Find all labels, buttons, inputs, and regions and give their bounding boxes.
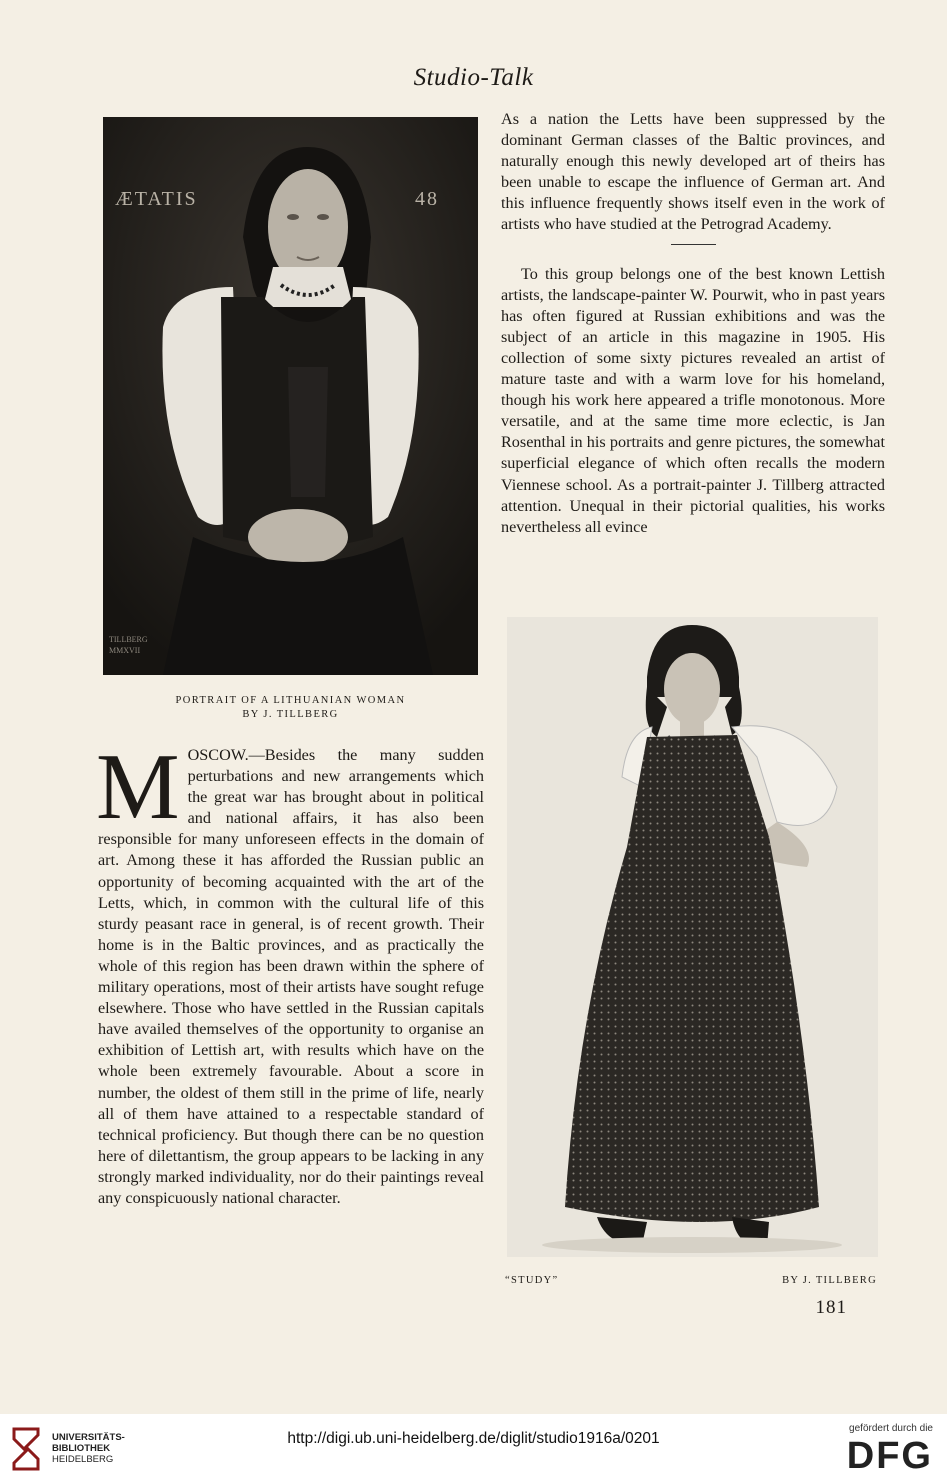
article-moscow bbox=[96, 735, 484, 1209]
caption-portrait-title: PORTRAIT OF A LITHUANIAN WOMAN bbox=[175, 695, 406, 706]
uni-line1: UNIVERSITÄTS- bbox=[52, 1432, 125, 1443]
inscription-right: 48 bbox=[415, 188, 439, 210]
inscription-left: ÆTATIS bbox=[115, 188, 198, 210]
study-image bbox=[507, 617, 878, 1257]
portrait-plate bbox=[103, 117, 478, 675]
portrait-image bbox=[103, 117, 478, 675]
caption-study-artist: BY J. TILLBERG bbox=[782, 1275, 877, 1286]
right-column-text bbox=[501, 109, 885, 538]
paragraph-letts: As a nation the Letts have been suppressed by the dominant German classes of the Baltic provinces, and naturally enough this newly developed art of theirs has been unable to escape the influence of German art. And this influence frequently shows itself even in the work of artists who have studied at the Petrograd Academy. bbox=[501, 110, 885, 234]
dropcap: M bbox=[96, 735, 180, 839]
uni-line2: BIBLIOTHEK bbox=[52, 1443, 111, 1454]
uni-line3: HEIDELBERG bbox=[52, 1454, 114, 1465]
paragraph-moscow: OSCOW.—Besides the many sudden perturbations and new arrangements which the great war has brought about in political and national affairs, it has also been responsible for many unforeseen effects in the domain of art. Among these it has afforded the Russian public an opportunity of becoming acquainted with the art of the Letts, which, in common with the cultural life of this sturdy peasant race in general, is of recent growth. Their home is in the Baltic provinces, and as practically the whole of this region has been drawn within the sphere of military operations, most of their artists have sought refuge elsewhere. Those who have settled in the Russian capitals have availed themselves of the opportunity to organise an exhibition of Lettish art, with results which have on the whole been extremely favourable. About a score in number, the oldest of them still in the prime of life, nearly all of them have attained to a respectable standard of technical proficiency. But though there can be no question here of dilettantism, the group appears to be lacking in any strongly marked individuality, nor do their paintings reveal any conspicuously national character. bbox=[98, 746, 484, 1207]
dfg-logo: DFG bbox=[846, 1435, 933, 1477]
running-head: Studio-Talk bbox=[413, 64, 534, 91]
page-number: 181 bbox=[815, 1297, 847, 1318]
paragraph-artists: To this group belongs one of the best known Lettish artists, the landscape-painter W. Pourwit, who in past years has often figured at Russian exhibitions and was the subject of an article in this magazine in 1905. His collection of some sixty pictures revealed an artist of mature taste and with a warm love for his homeland, though his work here appeared a trifle monotonous. More versatile, and at the same time more eclectic, is Jan Rosenthal in his portraits and genre pictures, the somewhat superficial elegance of which often recalls the modern Viennese school. As a portrait-painter J. Tillberg attracted attention. Unequal in their pictorial qualities, his works nevertheless all evince bbox=[501, 264, 885, 536]
signature-line1: TILLBERG bbox=[109, 635, 148, 644]
caption-portrait-artist: BY J. TILLBERG bbox=[242, 709, 339, 720]
study-plate bbox=[507, 617, 878, 1257]
source-url-link[interactable]: http://digi.ub.uni-heidelberg.de/diglit/studio1916a/0201 bbox=[287, 1430, 660, 1447]
section-rule bbox=[671, 244, 716, 245]
caption-portrait bbox=[103, 694, 478, 722]
caption-study-title: “STUDY” bbox=[505, 1275, 559, 1286]
funded-by-label: gefördert durch die bbox=[849, 1423, 933, 1434]
digitisation-footer bbox=[0, 1414, 947, 1482]
signature-line2: MMXVII bbox=[109, 646, 141, 655]
